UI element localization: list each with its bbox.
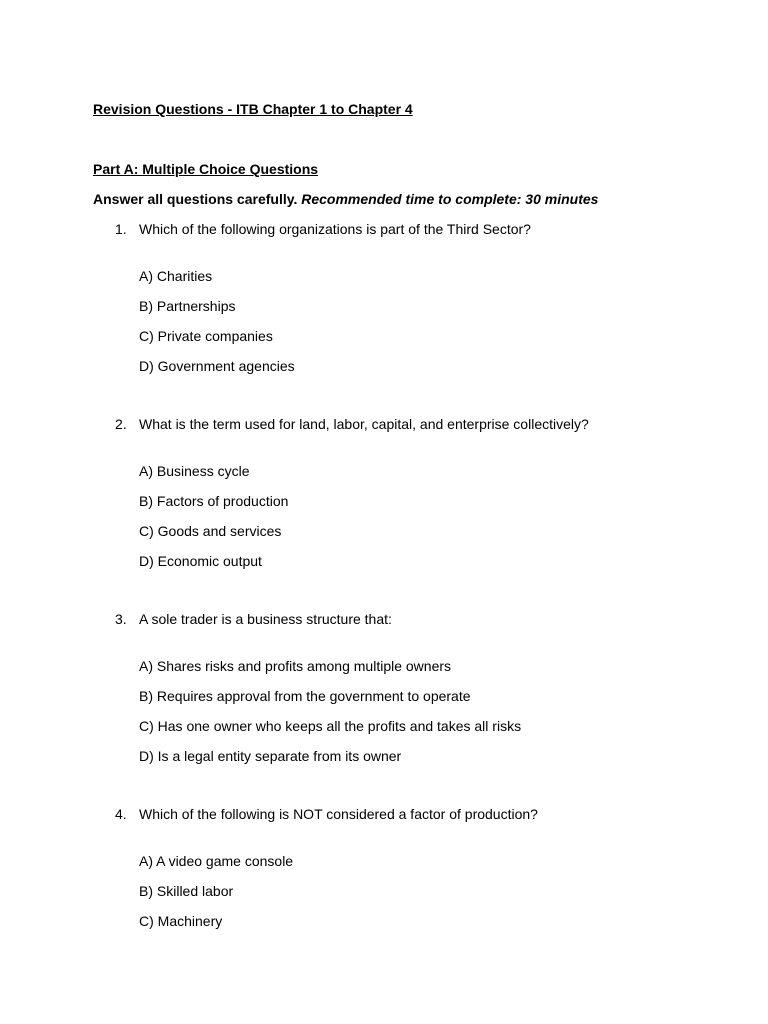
option-b: B) Partnerships <box>139 298 236 314</box>
question-number: 3. <box>115 611 127 627</box>
question-text: A sole trader is a business structure that: <box>139 611 392 627</box>
option-c: C) Machinery <box>139 913 223 929</box>
option-c: C) Private companies <box>139 328 273 344</box>
question-number: 2. <box>115 416 127 432</box>
option-b: B) Skilled labor <box>139 883 234 899</box>
question-text: What is the term used for land, labor, capital, and enterprise collectively? <box>139 416 589 432</box>
question-text: Which of the following is NOT considered a factor of production? <box>139 806 538 822</box>
option-list <box>139 266 295 386</box>
option-b: B) Requires approval from the government to operate <box>139 688 471 704</box>
question-line <box>93 416 733 436</box>
option-d: D) Economic output <box>139 553 262 569</box>
question-line <box>93 221 733 241</box>
option-c: C) Goods and services <box>139 523 282 539</box>
part-heading: Part A: Multiple Choice Questions <box>93 161 319 177</box>
question-number: 4. <box>115 806 127 822</box>
option-a: A) A video game console <box>139 853 294 869</box>
option-list <box>139 656 521 776</box>
question-line <box>93 806 733 826</box>
option-a: A) Shares risks and profits among multiple owners <box>139 658 452 674</box>
option-b: B) Factors of production <box>139 493 289 509</box>
question-line <box>93 611 733 631</box>
question-number: 1. <box>115 221 127 237</box>
instructions <box>93 191 598 207</box>
instructions-lead: Answer all questions carefully. <box>93 191 302 207</box>
option-list <box>139 851 293 941</box>
question-2 <box>93 416 733 569</box>
question-4 <box>93 806 733 929</box>
question-text: Which of the following organizations is part of the Third Sector? <box>139 221 531 237</box>
question-3 <box>93 611 733 764</box>
option-d: D) Government agencies <box>139 358 295 374</box>
instructions-time-note: Recommended time to complete: 30 minutes <box>301 191 599 207</box>
question-1 <box>93 221 733 374</box>
option-list <box>139 461 288 581</box>
document-title: Revision Questions - ITB Chapter 1 to Chapter 4 <box>93 101 413 117</box>
option-a: A) Charities <box>139 268 213 284</box>
option-d: D) Is a legal entity separate from its owner <box>139 748 402 764</box>
option-a: A) Business cycle <box>139 463 250 479</box>
option-c: C) Has one owner who keeps all the profits and takes all risks <box>139 718 522 734</box>
